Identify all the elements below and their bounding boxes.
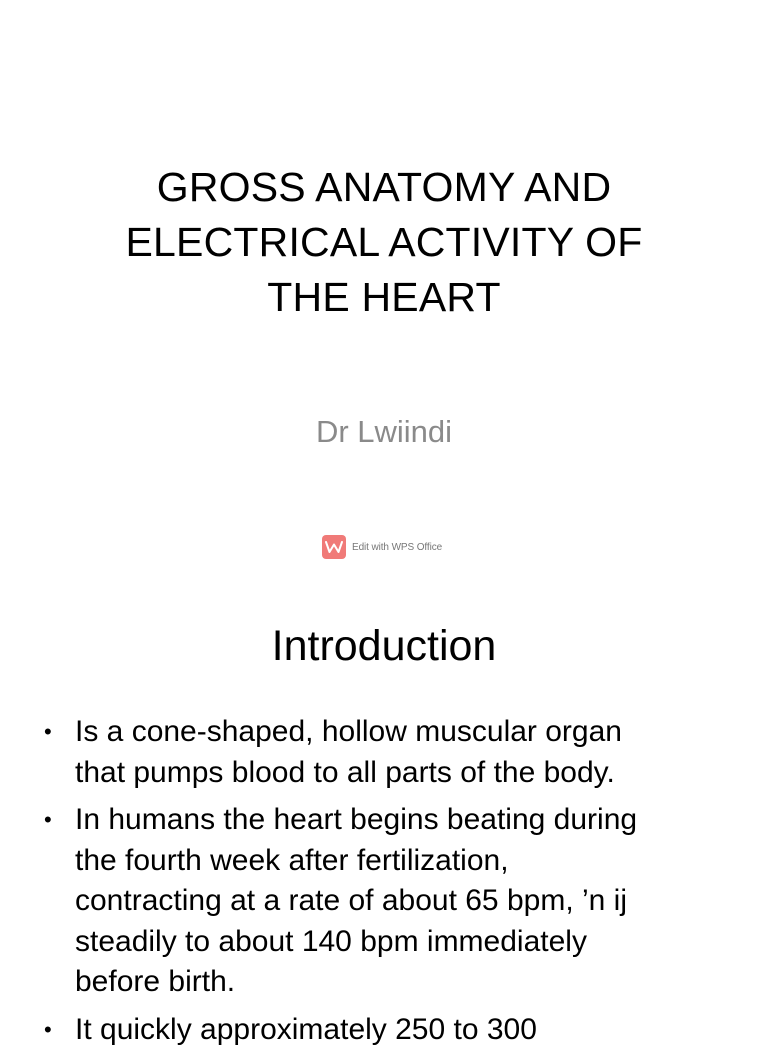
slide-heading: Introduction (271, 622, 497, 670)
bullet-line: steadily to about 140 bpm immediately (75, 924, 587, 958)
bullet-item (42, 800, 742, 1003)
bullet-item (42, 712, 742, 793)
bullet-line: In humans the heart begins beating during (75, 803, 638, 836)
edit-with-wps-badge[interactable] (322, 535, 442, 559)
bullet-dot-icon: • (44, 807, 52, 832)
slide-title-line: ELECTRICAL ACTIVITY OF (125, 219, 643, 265)
bullet-line: contracting at a rate of about 65 bpm, ’n ij (75, 884, 627, 917)
bullet-line: It quickly approximately 250 to 300 (75, 1012, 537, 1046)
slide-subtitle: Dr Lwiindi (315, 414, 453, 449)
wps-badge-label: Edit with WPS Office (352, 541, 443, 553)
wps-logo-icon (322, 535, 346, 559)
bullet-dot-icon: • (44, 719, 52, 744)
slide-title (60, 160, 708, 325)
slide-title-line: GROSS ANATOMY AND (156, 164, 612, 210)
bullet-line: Is a cone-shaped, hollow muscular organ (75, 715, 622, 748)
bullet-dot-icon: • (44, 1016, 52, 1042)
bullet-line: that pumps blood to all parts of the body. (75, 755, 615, 789)
bullet-line: the fourth week after fertilization, (75, 843, 509, 877)
bullet-list (42, 712, 742, 1057)
introduction-slide (0, 590, 768, 1046)
slide-title-line: THE HEART (267, 274, 501, 320)
bullet-line: before birth. (75, 965, 236, 998)
bullet-item (42, 1010, 742, 1051)
